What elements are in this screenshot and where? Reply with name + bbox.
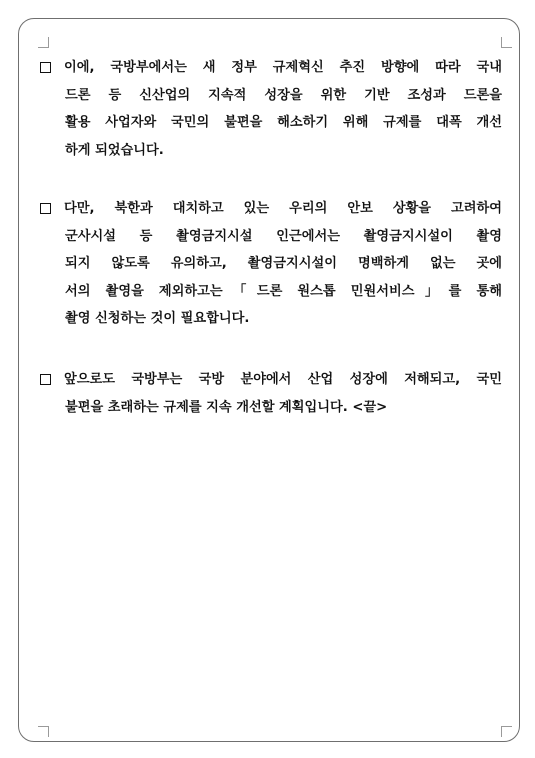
paragraph-future-plan	[40, 366, 502, 421]
paragraph-security-notice	[40, 195, 502, 333]
crop-mark-bottom-right	[501, 726, 512, 737]
paragraph-line: 하게 되었습니다.	[65, 142, 164, 158]
crop-mark-bottom-left	[38, 726, 49, 737]
paragraph-line: 서의 촬영을 제외하고는「드론 원스톱 민원서비스」를 통해	[65, 283, 502, 299]
paragraph-line: 불편을 초래하는 규제를 지속 개선할 계획입니다. <끝>	[65, 399, 388, 415]
checkbox-bullet-icon	[40, 374, 51, 385]
paragraph-line: 앞으로도 국방부는 국방 분야에서 산업 성장에 저해되고, 국민	[64, 372, 502, 387]
paragraph-line: 활용 사업자와 국민의 불편을 해소하기 위해 규제를 대폭 개선	[65, 115, 502, 130]
paragraph-line: 이에, 국방부에서는 새 정부 규제혁신 추진 방향에 따라 국내	[64, 60, 502, 75]
paragraph-line: 다만, 북한과 대치하고 있는 우리의 안보 상황을 고려하여	[64, 201, 502, 216]
crop-mark-top-right	[501, 37, 512, 48]
checkbox-bullet-icon	[40, 62, 51, 73]
paragraph-line: 드론 등 신산업의 지속적 성장을 위한 기반 조성과 드론을	[65, 87, 502, 103]
crop-mark-top-left	[38, 37, 49, 48]
paragraph-line: 군사시설 등 촬영금지시설 인근에서는 촬영금지시설이 촬영	[65, 228, 502, 244]
checkbox-bullet-icon	[40, 203, 51, 214]
paragraph-line: 촬영 신청하는 것이 필요합니다.	[65, 311, 250, 326]
paragraph-line: 되지 않도록 유의하고, 촬영금지시설이 명백하게 없는 곳에	[65, 256, 502, 271]
paragraph-regulation-improvement	[40, 54, 502, 164]
